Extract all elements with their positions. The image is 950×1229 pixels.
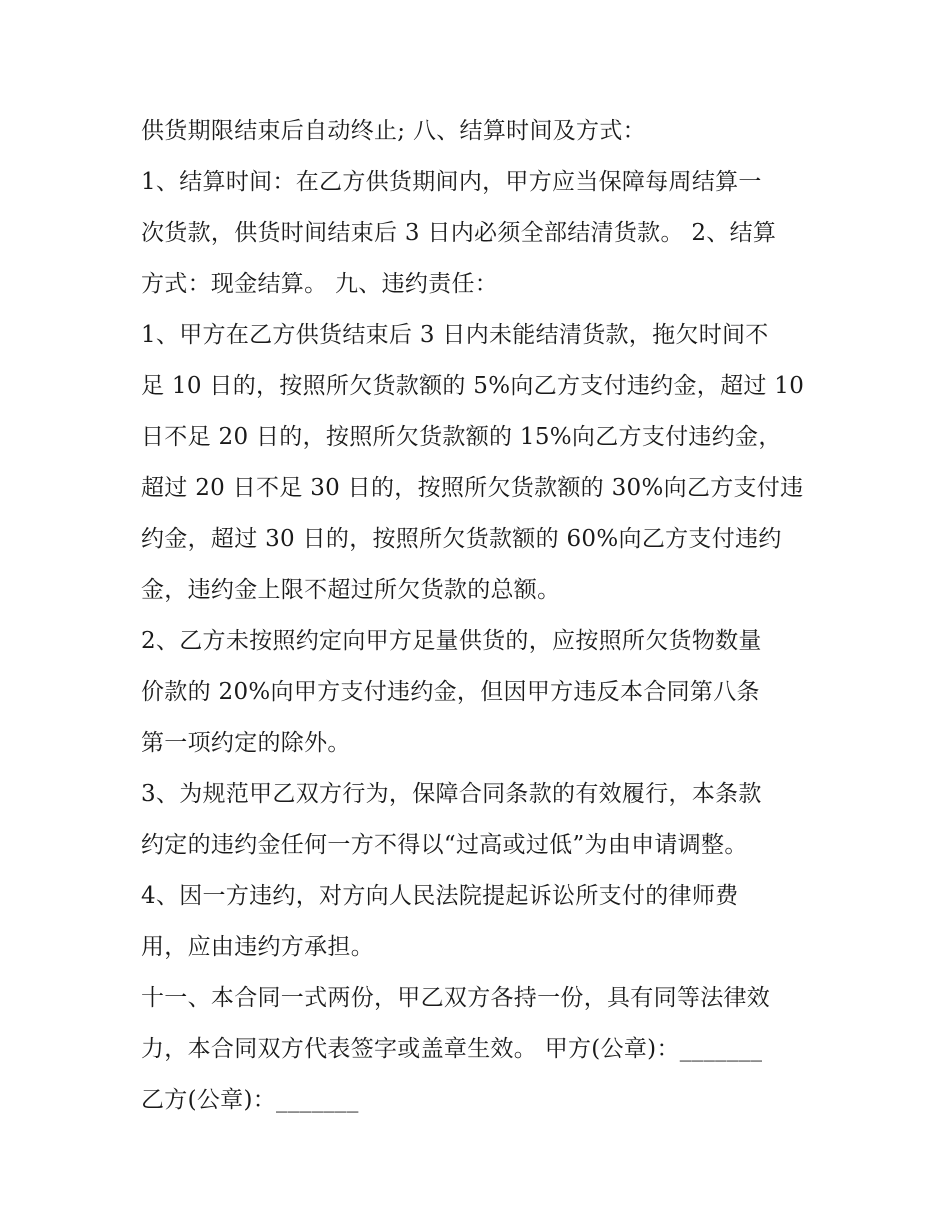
text-line-20: 乙方(公章)：_______ [141,1087,359,1113]
text-line-18: 十一、本合同一式两份，甲乙双方各持一份，具有同等法律效 [141,985,771,1011]
text-line-10: 金，违约金上限不超过所欠货款的总额。 [141,577,561,603]
text-line-3: 次货款，供货时间结束后 3 日内必须全部结清货款。 2、结算 [141,220,777,246]
text-line-11: 2、乙方未按照约定向甲方足量供货的，应按照所欠货物数量 [141,628,762,654]
text-line-17: 用，应由违约方承担。 [141,934,374,960]
text-line-9: 约金，超过 30 日的，按照所欠货款额的 60%向乙方支付违约 [141,526,782,552]
text-line-14: 3、为规范甲乙双方行为，保障合同条款的有效履行，本条款 [141,781,762,807]
text-line-19: 力，本合同双方代表签字或盖章生效。 甲方(公章)：_______ [141,1036,763,1062]
text-line-15: 约定的违约金任何一方不得以“过高或过低”为由申请调整。 [141,832,748,858]
text-line-6: 足 10 日的，按照所欠货款额的 5%向乙方支付违约金，超过 10 [141,373,805,399]
text-line-7: 日不足 20 日的，按照所欠货款额的 15%向乙方支付违约金， [141,424,782,450]
text-line-8: 超过 20 日不足 30 日的，按照所欠货款额的 30%向乙方支付违 [141,475,804,501]
text-line-13: 第一项约定的除外。 [141,730,351,756]
text-line-5: 1、甲方在乙方供货结束后 3 日内未能结清货款，拖欠时间不 [141,322,769,348]
text-line-1: 供货期限结束后自动终止; 八、结算时间及方式： [141,118,646,144]
text-line-4: 方式：现金结算。 九、违约责任： [141,271,499,297]
text-line-12: 价款的 20%向甲方支付违约金，但因甲方违反本合同第八条 [141,679,760,705]
text-line-16: 4、因一方违约，对方向人民法院提起诉讼所支付的律师费 [141,883,739,909]
text-line-2: 1、结算时间：在乙方供货期间内，甲方应当保障每周结算一 [141,169,762,195]
